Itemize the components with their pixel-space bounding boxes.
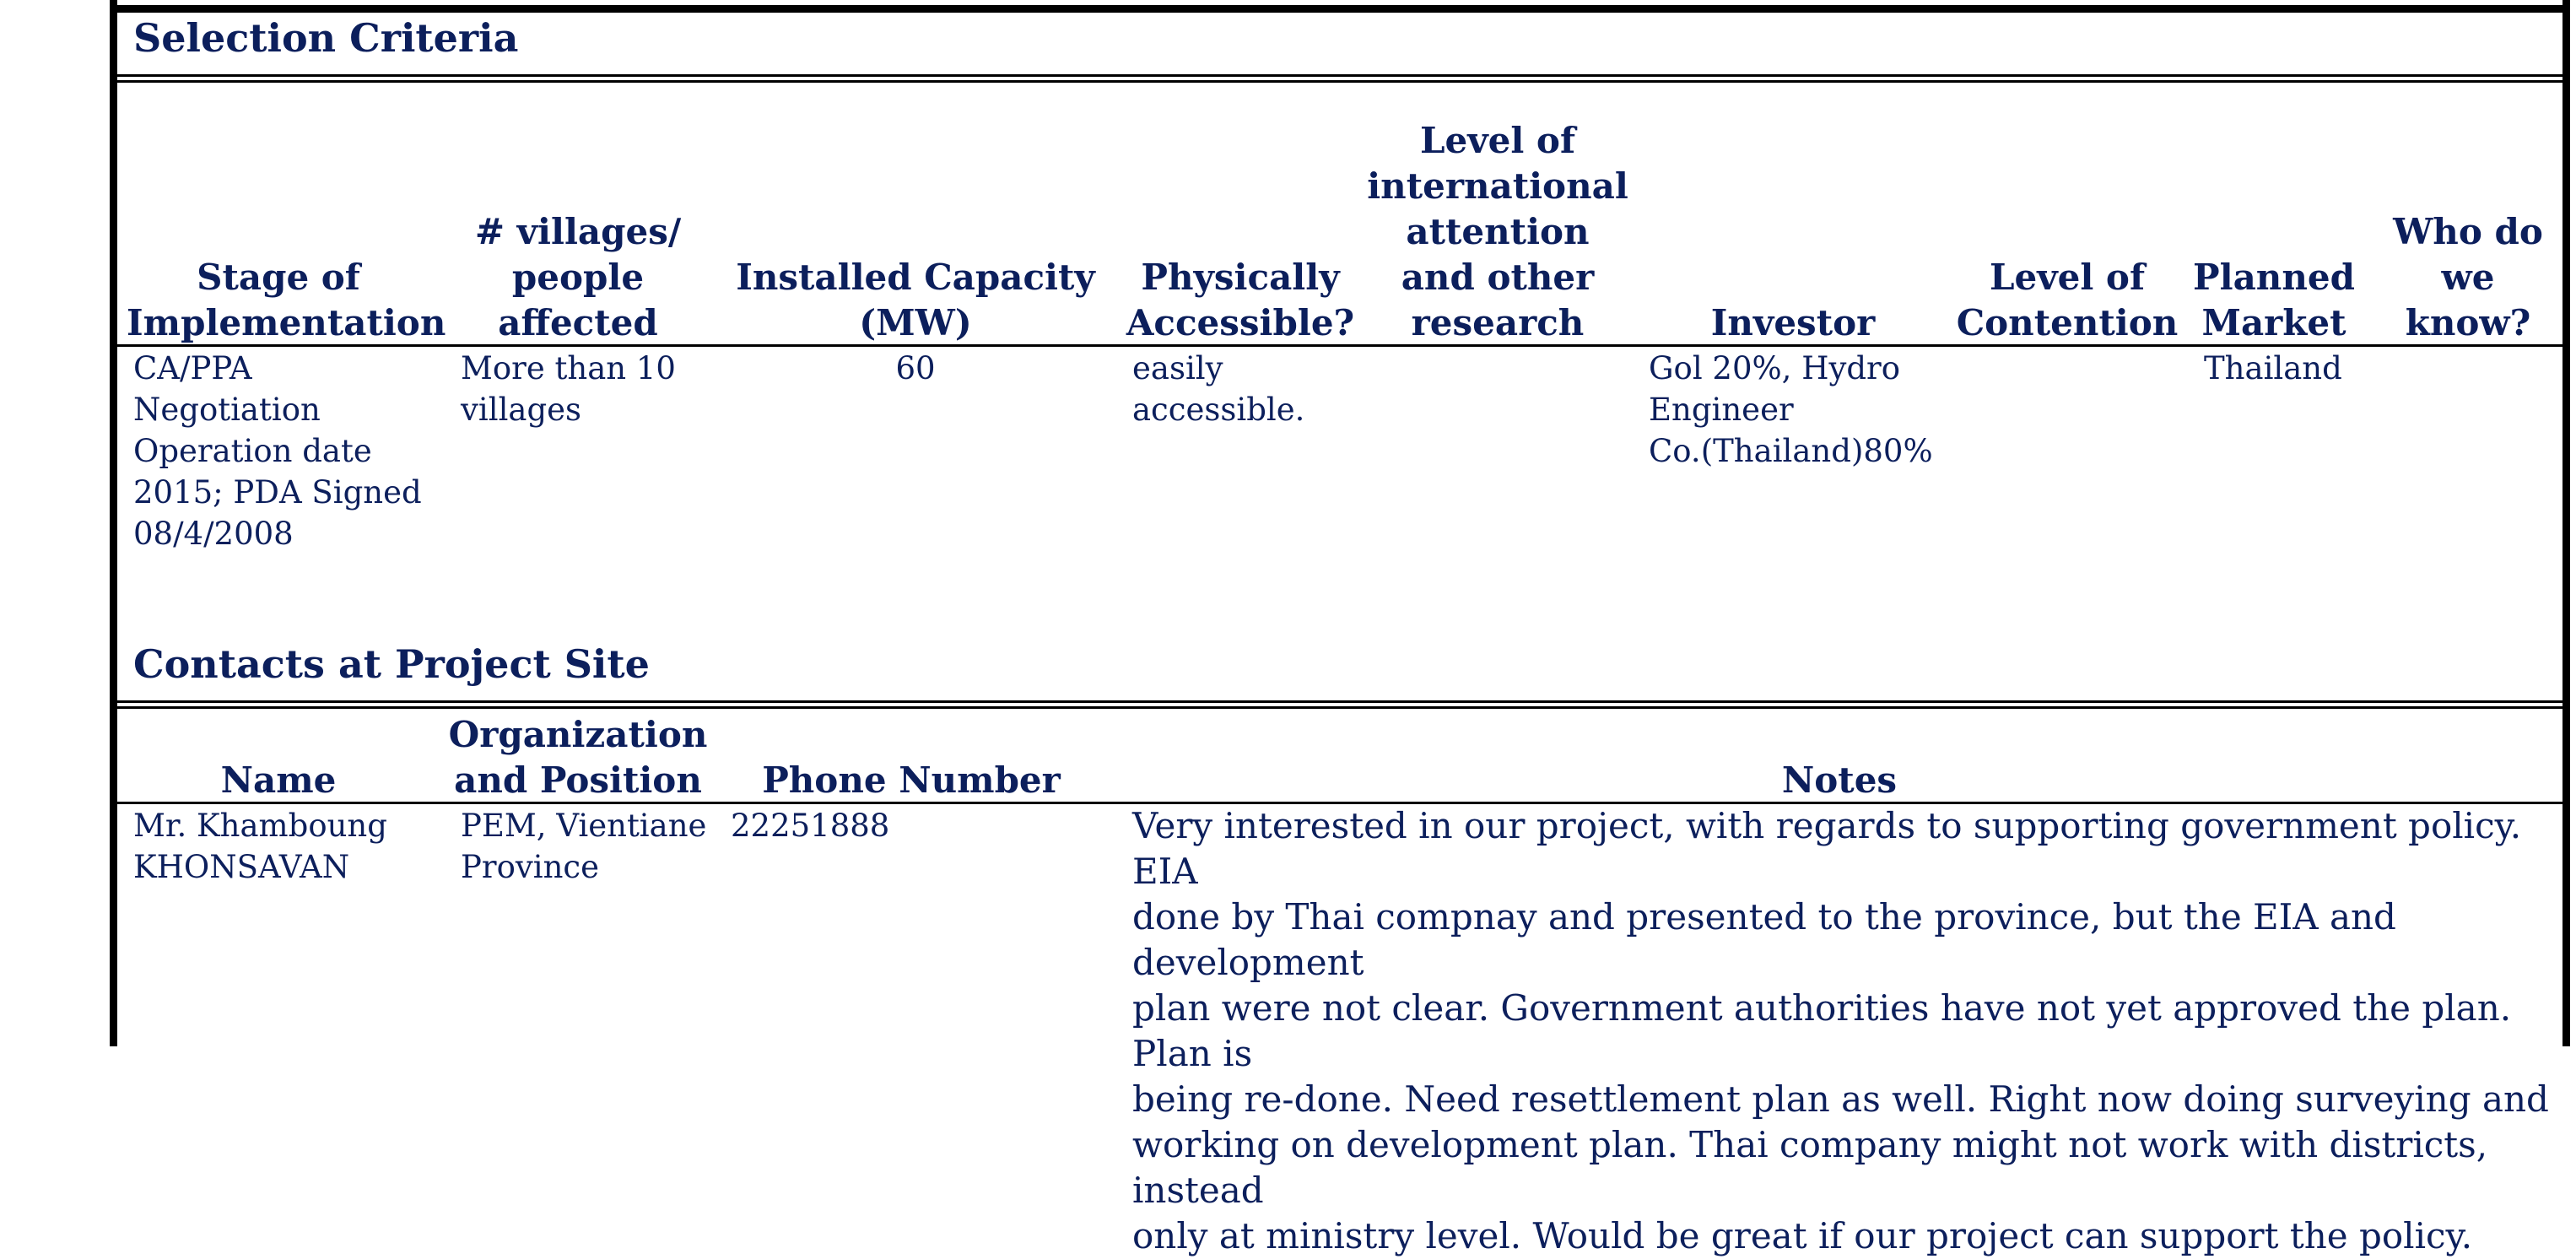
header-name: Name [220,759,337,801]
header-accessible: Physically Accessible? [1126,257,1355,343]
contacts-title: Contacts at Project Site [133,641,650,687]
header-investor: Investor [1710,302,1876,343]
cell-contact-phone: 22251888 [731,808,890,844]
header-villages: # villages/ people affected [474,211,682,343]
cell-contact-org: PEM, Vientiane Province [461,808,707,885]
cell-accessible: easily accessible. [1132,350,1305,428]
cell-contact-name: Mr. Khamboung KHONSAVAN [133,808,387,885]
cell-market: Thailand [2204,350,2342,386]
header-capacity: Installed Capacity (MW) [736,257,1095,343]
header-contention: Level of Contention [1956,257,2179,343]
header-attention: Level of international attention and other research [1367,120,1628,343]
header-stage: Stage of Implementation [127,257,446,343]
header-underline [117,344,2562,347]
cell-contact-notes: Very interested in our project, with regards to supporting government policy. EIA done by Thai compnay and presented to the province, but the EIA and development plan were not clear. Government authorities have not yet approved the plan. Plan is being re-done. Need resettlement plan as well. Right now doing surveying and working on development plan. Thai company might not work with districts, instead only at ministry level. Would be great if our project can support the policy. [1132,805,2549,1256]
section-divider [117,700,2562,709]
section-divider [117,74,2562,83]
selection-criteria-title: Selection Criteria [133,15,519,61]
top-border [110,5,2570,13]
cell-villages: More than 10 villages [461,350,676,428]
cell-stage: CA/PPA Negotiation Operation date 2015; PDA Signed 08/4/2008 [133,350,422,552]
header-who: Who do we know? [2393,211,2543,343]
header-market: Planned Market [2193,257,2355,343]
header-notes: Notes [1781,759,1898,801]
header-phone: Phone Number [762,759,1061,801]
header-organization: Organization and Position [448,714,708,801]
cell-investor: Gol 20%, Hydro Engineer Co.(Thailand)80% [1649,350,1933,469]
cell-capacity: 60 [895,350,936,386]
